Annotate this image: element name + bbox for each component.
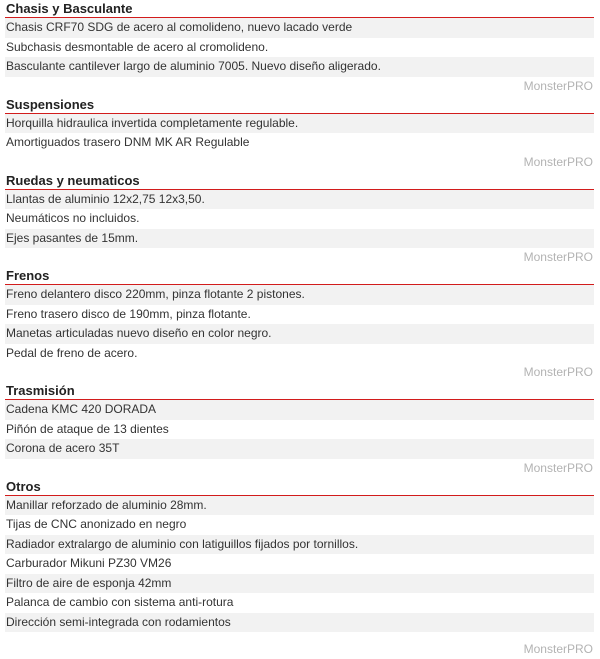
credit-label: MonsterPRO <box>5 153 594 172</box>
spec-item: Manetas articuladas nuevo diseño en color negro. <box>5 324 594 344</box>
credit-label: MonsterPRO <box>5 363 594 382</box>
spec-item: Carburador Mikuni PZ30 VM26 <box>5 554 594 574</box>
spec-item: Radiador extralargo de aluminio con latiguillos fijados por tornillos. <box>5 535 594 555</box>
spec-item: Horquilla hidraulica invertida completamente regulable. <box>5 114 594 134</box>
spec-item: Dirección semi-integrada con rodamientos <box>5 613 594 633</box>
spec-item: Manillar reforzado de aluminio 28mm. <box>5 496 594 516</box>
spec-item: Freno trasero disco de 190mm, pinza flotante. <box>5 305 594 325</box>
spec-item: Neumáticos no incluidos. <box>5 209 594 229</box>
section-ruedas <box>5 172 594 268</box>
credit-label: MonsterPRO <box>5 77 594 96</box>
spec-item: Chasis CRF70 SDG de acero al comolideno, nuevo lacado verde <box>5 18 594 38</box>
spec-item: Subchasis desmontable de acero al cromolideno. <box>5 38 594 58</box>
section-frenos <box>5 267 594 382</box>
spec-item: Amortiguados trasero DNM MK AR Regulable <box>5 133 594 153</box>
spec-item: Tijas de CNC anonizado en negro <box>5 515 594 535</box>
spec-item: Llantas de aluminio 12x2,75 12x3,50. <box>5 190 594 210</box>
credit-label: MonsterPRO <box>5 640 594 659</box>
spec-item: Palanca de cambio con sistema anti-rotura <box>5 593 594 613</box>
spec-item: Cadena KMC 420 DORADA <box>5 400 594 420</box>
section-otros <box>5 478 594 659</box>
spec-item: Corona de acero 35T <box>5 439 594 459</box>
section-title: Chasis y Basculante <box>5 0 594 18</box>
credit-label: MonsterPRO <box>5 248 594 267</box>
section-title: Suspensiones <box>5 96 594 114</box>
spec-item: Piñón de ataque de 13 dientes <box>5 420 594 440</box>
spec-item: Filtro de aire de esponja 42mm <box>5 574 594 594</box>
spec-item: Basculante cantilever largo de aluminio 7005. Nuevo diseño aligerado. <box>5 57 594 77</box>
section-title: Ruedas y neumaticos <box>5 172 594 190</box>
section-title: Trasmisión <box>5 382 594 400</box>
spec-item: Ejes pasantes de 15mm. <box>5 229 594 249</box>
section-suspensiones <box>5 96 594 172</box>
section-title: Otros <box>5 478 594 496</box>
spec-item: Freno delantero disco 220mm, pinza flotante 2 pistones. <box>5 285 594 305</box>
section-chasis <box>5 0 594 96</box>
credit-label: MonsterPRO <box>5 459 594 478</box>
section-title: Frenos <box>5 267 594 285</box>
section-trasmision <box>5 382 594 478</box>
spec-item: Pedal de freno de acero. <box>5 344 594 364</box>
